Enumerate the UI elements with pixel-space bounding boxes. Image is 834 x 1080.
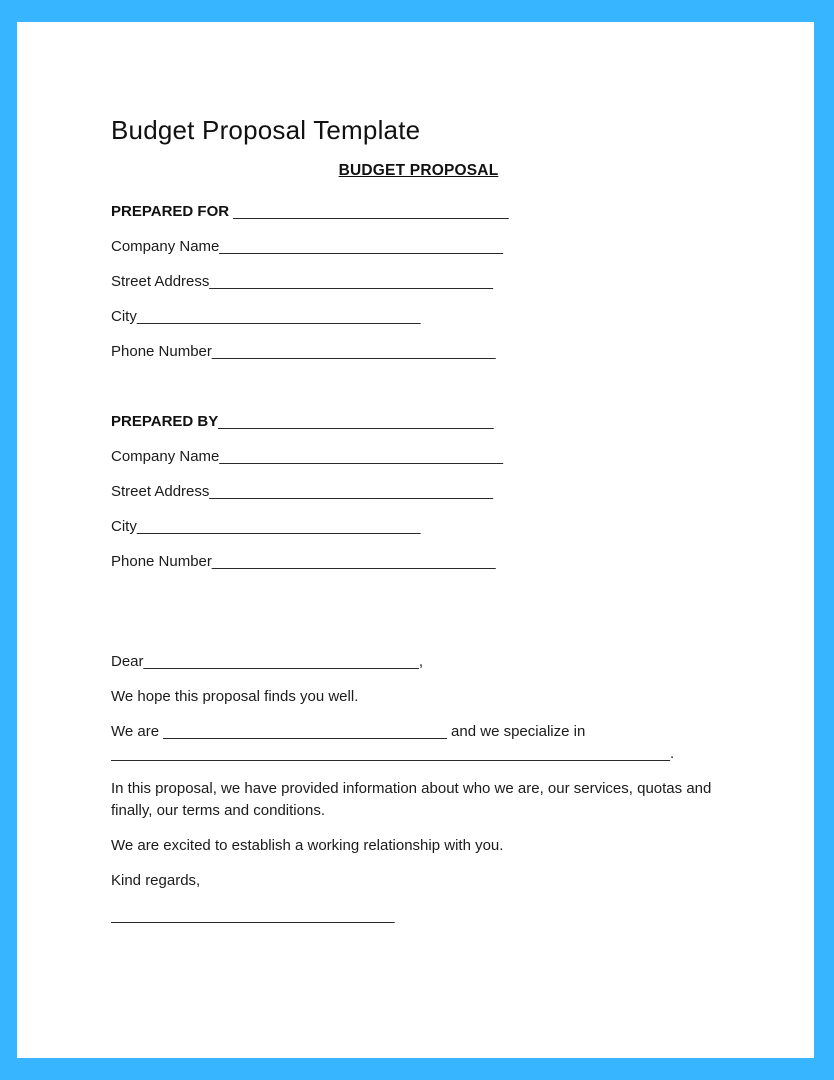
street-address-blank-line: __________________________________ xyxy=(209,483,494,500)
street-address-row xyxy=(111,264,726,299)
signature-blank-line: __________________________________ xyxy=(111,907,395,924)
phone-number-blank-line: __________________________________ xyxy=(211,343,496,360)
city-row xyxy=(111,299,726,334)
prepared-for-row xyxy=(111,194,726,229)
prepared-for-section xyxy=(111,194,726,369)
budget-proposal-heading: BUDGET PROPOSAL xyxy=(338,162,499,179)
greeting-paragraph: We hope this proposal finds you well. xyxy=(111,688,359,705)
prepared-by-blank-line: _________________________________ xyxy=(218,413,494,430)
document-content xyxy=(111,22,726,927)
street-address-row xyxy=(111,474,726,509)
street-address-label: Street Address xyxy=(111,483,210,500)
we-are-paragraph xyxy=(111,721,726,765)
city-blank-line: __________________________________ xyxy=(136,308,421,325)
company-name-blank-line: __________________________________ xyxy=(219,448,504,465)
body-paragraph-1: In this proposal, we have provided information about who we are, our services, quotas and finally, our terms and conditions. xyxy=(111,780,712,819)
city-blank-line: __________________________________ xyxy=(136,518,421,535)
salutation-line xyxy=(111,651,726,673)
specialize-blank-line: ___________________________________________________________________ xyxy=(111,745,670,762)
we-are-prefix: We are xyxy=(111,723,164,740)
company-name-label: Company Name xyxy=(111,238,220,255)
city-label: City xyxy=(111,518,137,535)
company-name-blank-line: __________________________________ xyxy=(219,238,504,255)
we-are-line xyxy=(111,721,726,743)
phone-number-blank-line: __________________________________ xyxy=(211,553,496,570)
prepared-by-row xyxy=(111,404,726,439)
company-name-row xyxy=(111,229,726,264)
company-name-row xyxy=(111,439,726,474)
street-address-label: Street Address xyxy=(111,273,210,290)
phone-number-label: Phone Number xyxy=(111,553,212,570)
phone-number-label: Phone Number xyxy=(111,343,212,360)
body-paragraph-2: We are excited to establish a working relationship with you. xyxy=(111,837,504,854)
city-label: City xyxy=(111,308,137,325)
dear-comma: , xyxy=(418,653,423,670)
prepared-for-label: PREPARED FOR xyxy=(111,203,234,220)
we-are-suffix: and we specialize in xyxy=(446,723,586,740)
dear-label: Dear xyxy=(111,653,144,670)
phone-number-row xyxy=(111,334,726,369)
city-row xyxy=(111,509,726,544)
signature-line-paragraph xyxy=(111,905,726,927)
prepared-for-blank-line: _________________________________ xyxy=(233,203,509,220)
letter-section xyxy=(111,651,726,927)
street-address-blank-line: __________________________________ xyxy=(209,273,494,290)
specialize-line xyxy=(111,743,726,765)
prepared-by-section xyxy=(111,404,726,579)
phone-number-row xyxy=(111,544,726,579)
closing-paragraph: Kind regards, xyxy=(111,872,201,889)
document-page xyxy=(17,22,814,1058)
company-name-label: Company Name xyxy=(111,448,220,465)
dear-blank-line: _________________________________ xyxy=(143,653,419,670)
we-are-blank-line: __________________________________ xyxy=(163,723,447,740)
specialize-period: . xyxy=(669,745,675,762)
prepared-by-label: PREPARED BY xyxy=(111,413,219,430)
document-title: Budget Proposal Template xyxy=(111,115,421,145)
